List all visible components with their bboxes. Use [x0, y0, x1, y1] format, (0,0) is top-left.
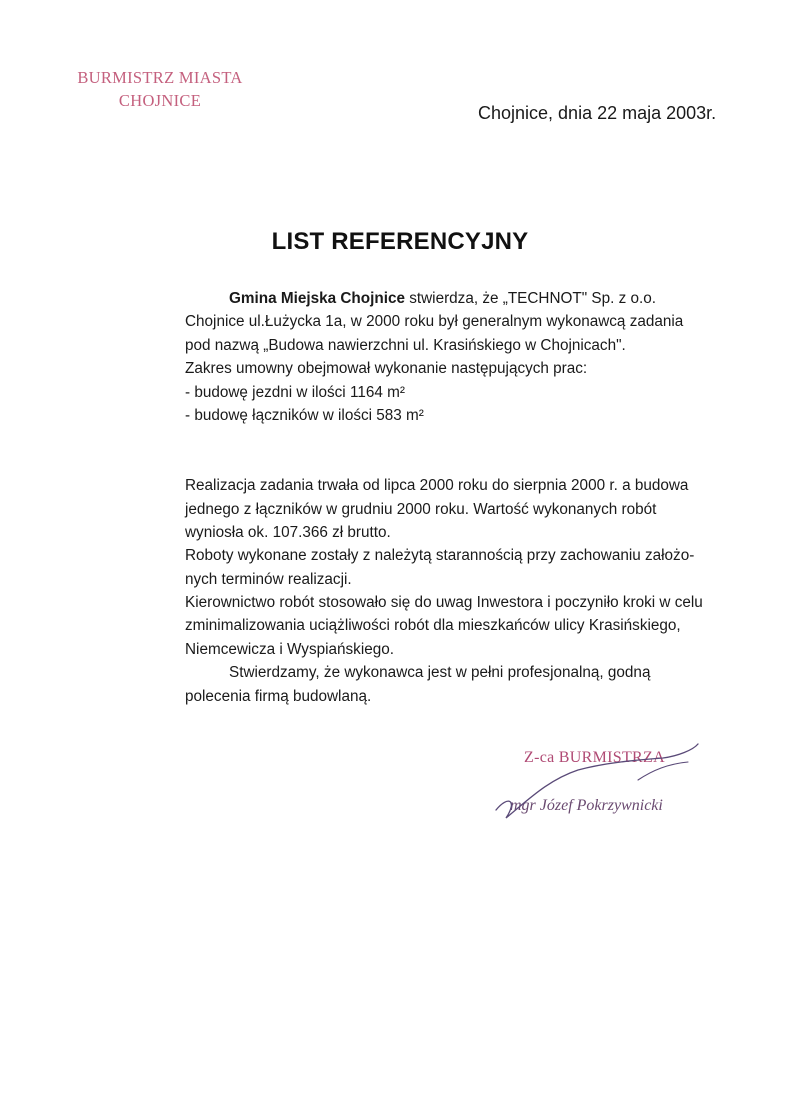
header-stamp-line2: CHOJNICE	[118, 91, 202, 110]
body-line-6: - budowę łączników w ilości 583 m²	[185, 406, 424, 424]
body-line-7: Realizacja zadania trwała od lipca 2000 roku do sierpnia 2000 r. a budowa	[185, 477, 689, 495]
body-line-1-rest: stwierdza, że „TECHNOT" Sp. z o.o.	[404, 290, 657, 307]
body-line-16: polecenia firmą budowlaną.	[185, 687, 372, 705]
letter-body	[185, 287, 745, 708]
body-line-14: Niemcewicza i Wyspiańskiego.	[185, 640, 394, 658]
place-date: Chojnice, dnia 22 maja 2003r.	[478, 103, 717, 123]
body-line-12: Kierownictwo robót stosowało się do uwag Inwestora i poczyniło kroki w celu	[185, 594, 703, 612]
body-line-10: Roboty wykonane zostały z należytą starannością przy zachowaniu założo-	[185, 547, 695, 565]
body-line-1	[185, 287, 745, 310]
body-line-3: pod nazwą „Budowa nawierzchni ul. Krasińskiego w Chojnicach".	[185, 336, 626, 354]
body-line-11: nych terminów realizacji.	[185, 570, 352, 588]
body-line-15: Stwierdzamy, że wykonawca jest w pełni profesjonalną, godną	[229, 664, 651, 682]
header-stamp	[60, 66, 260, 112]
document-title: LIST REFERENCYJNY	[271, 228, 529, 255]
body-line-2: Chojnice ul.Łużycka 1a, w 2000 roku był generalnym wykonawcą zadania	[185, 313, 684, 331]
body-line-5: - budowę jezdni w ilości 1164 m²	[185, 383, 405, 401]
body-line-4: Zakres umowny obejmował wykonanie następujących prac:	[185, 360, 588, 378]
paragraph-gap	[185, 427, 745, 450]
body-line-13: zminimalizowania uciążliwości robót dla mieszkańców ulicy Krasińskiego,	[185, 617, 681, 635]
handwritten-signature	[488, 740, 708, 830]
body-line-9: wyniosła ok. 107.366 zł brutto.	[185, 523, 391, 541]
paragraph-gap	[185, 451, 745, 474]
signature-stamp-name: mgr Józef Pokrzywnicki	[510, 797, 663, 814]
signature-stamp-title: Z-ca BURMISTRZA	[524, 749, 665, 766]
body-bold-subject: Gmina Miejska Chojnice	[229, 290, 405, 307]
body-line-8: jednego z łączników w grudniu 2000 roku. Wartość wykonanych robót	[185, 500, 657, 518]
header-stamp-line1: BURMISTRZ MIASTA	[77, 68, 243, 87]
